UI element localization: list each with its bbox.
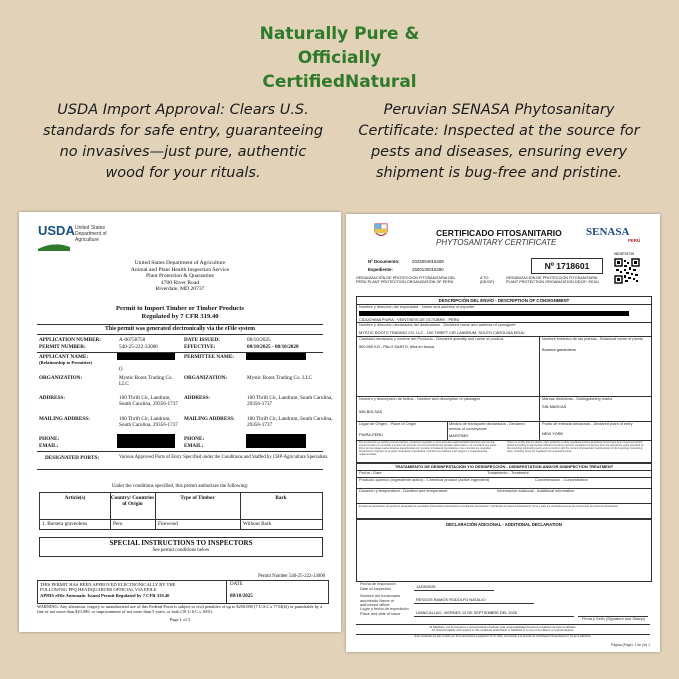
conditions-note: Under the conditions specified, this permit authorizes the following:: [111, 484, 249, 489]
expediente-label: Expediente:: [368, 267, 393, 272]
usda-permit-title: Permit to Import Timber or Timber Products Regulated by 7 CFR 319.40: [116, 305, 244, 320]
signature-text: El Sello de Aprobación del producto designado de resultados Fitosanitario Fitosanitario al certificado Fitosanitario, Certificado de sistema Fitosanitario, firma y sello los resultados que de las estructuras del sistema Fitosanitario.: [359, 505, 619, 508]
officer-value: RESGOS RAMOS RODOLFO NATALIO: [416, 597, 486, 602]
address-value: 100 Thrift Cir, Landrum, South Carolina, 29356-1737: [119, 395, 178, 407]
articles-table: [39, 492, 323, 530]
redacted-applicant: [117, 353, 175, 360]
organization-label: ORGANIZATION:: [39, 375, 83, 381]
doc-no-label: Nº Documento:: [368, 259, 400, 264]
senasa-logo: SENASA: [586, 226, 630, 238]
approval-text-1: THIS PERMIT HAS BEEN APPROVED ELECTRONICALLY BY THE: [40, 582, 176, 587]
designated-ports-label: DESIGNATED PORTS:: [45, 455, 100, 461]
phone-label: PHONE:: [39, 436, 60, 442]
row-timber: Firewood: [158, 521, 178, 527]
approval-box: [37, 580, 329, 604]
cert-number: Nº 1718601: [544, 261, 590, 271]
senasa-page-number: Página (Page): 1 de (of) 1: [610, 643, 650, 647]
row-article: 1. Bursera graveolens: [42, 521, 88, 527]
heading-line-2: Officially: [297, 48, 382, 68]
quantity-value: 500.000 KG - PALO SANTO, leña en trozos: [359, 344, 435, 349]
cert-number-box: [531, 258, 603, 274]
signature-label: Firma y Sello (Signature and Stamp): [582, 616, 645, 621]
warning-text: WARNING: Any alteration, forgery or unauthorized use of this Federal Form is subject to civil penalties of up to $250,000 (7 U.S.C.s 7734(b)) or punishable by a fine of not more than $10,000, or imprisonment of not more than 5 years, or both (18 U.S.C.s 1001): [37, 604, 323, 615]
treatment-date-label: Fecha - Date: [359, 470, 382, 475]
efile-note: This permit was generated electronically via the eFile system: [105, 326, 255, 332]
special-instructions-box: [39, 537, 323, 557]
approval-text-2: FOLLOWING PPQ HEADQUARTER OFFICIAL VIA EFILE: [40, 587, 157, 593]
senasa-caption: Peruvian SENASA Phytosanitary Certificate: Inspected at the source for pests and diseases, ensuring every shipment is bug-free and pristine.: [358, 102, 640, 181]
marks-value: SIN MARCAS: [542, 404, 567, 409]
exporter-label: Nombre y dirección del exportador - Name and address of exporter: [359, 304, 475, 309]
page-heading: [0, 22, 679, 94]
place-label: Lugar y fecha de expedición Place and date of issue: [360, 606, 409, 616]
qr-code-icon: [614, 258, 640, 284]
organization-value-2: Mystic Roots Trading Co. LLC: [247, 375, 312, 381]
redacted-contact: [117, 434, 175, 448]
origin-label: Lugar de Origen - Place of Origin: [359, 421, 417, 426]
additional-info-label: Información adicional - Additional information: [497, 488, 575, 493]
senasa-footer-electronic: Este certificado ha sido emitido por firma electrónica (Legislación Nº 27 269), conociendo a la Circular de Certificados Fitosanitarios Nº 01 de la SENASA.: [414, 635, 592, 638]
mailing-address-value-2: 100 Thrift Cir, Landrum, South Carolina, 29356-1737: [247, 416, 333, 428]
col-bark: Bark: [275, 495, 287, 501]
officer-label: Nombre del funcionario autorizado Name of authorized officer: [360, 593, 401, 608]
usda-logo-swoosh-icon: [38, 243, 70, 251]
exporter-address: CIDUCHIMA PIURA - VEINTISEIS DE OCTUBRE - PERU: [359, 317, 460, 322]
mailing-address-label-2: MAILING ADDRESS:: [184, 416, 235, 422]
effective-dates: 08/10/2025 - 08/10/2028: [247, 344, 299, 350]
doc-no: 2025054015408: [412, 259, 444, 264]
inspection-date-label: Fecha de inspección Date of inspection: [360, 581, 396, 591]
entry-value: NEW YORK: [542, 431, 564, 436]
usda-agency-block: United States Department of Agriculture Animal and Plant Health Inspection Service Plant Protection & Quarantine 4700 River Road Riverdale, MD 20737: [130, 260, 230, 293]
address-label-2: ADDRESS:: [184, 395, 210, 401]
row-country: Peru: [113, 521, 123, 527]
conveyance-label: Medios de transporte declarados - Declared means of conveyance: [449, 421, 525, 431]
cert-subtitle: PHYTOSANITARY CERTIFICATE: [436, 238, 557, 247]
consignee-label: Nombre y dirección declarados del destinatario - Declared name and address of consignee: [359, 322, 516, 327]
mailing-address-value: 100 Thrift Cir, Landrum, South Carolina, 29356-1737: [119, 416, 178, 428]
permittee-label: PERMITTEE NAME:: [184, 354, 235, 360]
peru-coat-of-arms-icon: [372, 222, 390, 240]
col-country: Country/ Countries of Origin: [110, 495, 155, 508]
chemical-label: Producto químico (ingrediente activo) - Chemical product (active ingredient): [359, 477, 490, 482]
treatment-type-label: Tratamiento - Treatment: [487, 470, 529, 475]
org-to-label: A TO (DE/OF): [480, 276, 495, 285]
effective-label: EFFECTIVE:: [184, 344, 216, 350]
date-issued-label: DATE ISSUED:: [184, 337, 220, 343]
approval-date: 08/10/2025: [230, 594, 253, 599]
origin-value: PIURA-PERU: [359, 432, 383, 437]
address-label: ADDRESS:: [39, 395, 65, 401]
expediente: 2500130016290: [412, 267, 444, 272]
consignee-value: MYSTIC ROOTS TRADING CO. LLC - 100 THRIFT CIR LANDRUM, SOUTH CAROLINA EEUU: [359, 330, 525, 335]
treatment-title: TRATAMIENTO DE DESINFESTACIÓN Y/O DESINFECCIÓN - DISINFESTATION AND/OR DISINFECTION TREATMENT: [394, 464, 614, 469]
senasa-logo-sub: PERÚ: [628, 238, 641, 243]
inspection-date: 12/09/2025: [416, 584, 436, 589]
usda-page-number: Page 1 of 5: [169, 617, 191, 622]
organization-label-2: ORGANIZATION:: [184, 375, 228, 381]
additional-declaration-section: [356, 518, 652, 582]
designated-ports-value: Various Approved Ports of Entry Specified under the Conditions and Staffed by CBP-Agriculture Specialists: [119, 455, 328, 460]
usda-dept-name: United States Department of Agriculture: [75, 225, 107, 243]
packages-value: 536 BOLSAS: [359, 409, 383, 414]
usda-caption: USDA Import Approval: Clears U.S. standards for safe entry, guaranteeing no invasives—just pure, authentic wood for your rituals.: [42, 102, 324, 181]
permit-number: 540-25-222-33006: [119, 344, 158, 350]
usda-permit-document: USDA United States Department of Agriculture United States Department of Agriculture Animal and Plant Health Inspection Service Plant Protection & Quarantine 4700 River Road Riverdale, MD 20737 Permit to Import Timber or Timber Products Regulated by 7 CFR 319.40 This permit was generated electronically via the eFile system APPLICATION NUMBER: A-00758758 DATE ISSUED: 08/10/2025 PERMIT NUMBER: 540-25-222-33006 EFFECTIVE: 08/10/2025 - 08/10/2028 APPLICANT NAME: (Relationship to Permittee) PERMITTEE NAME: () ORGANIZATION: Mystic Roots Trading Co. LLC ORGANIZATION: Mystic Roots Trading Co. LLC ADDRESS: 100 Thrift Cir, Landrum, South Carolina, 29356-1737 ADDRESS: 100 Thrift Cir, Landrum, South Carolina, 29356-1737 MAILING ADDRESS: 100 Thrift Cir, Landrum, South Carolina, 29356-1737 MAILING ADDRESS: 100 Thrift Cir, Landrum, South Carolina, 29356-1737 PHONE: EMAIL: PHONE: EMAIL: DESIGNATED PORTS: Various Approved Ports of Entry Specified under the Conditions and Staffed by CBP-Agriculture Specialists Under the conditions specified, this permit authorizes the following: Article(s) Country/ Countries of Origin Type of Timber Bark 1. Bursera graveolens Peru Firewood Without Bark SPECIAL INSTRUCTIONS TO INSPECTORS See permit conditions below Permit Number 540-25-222-33006 THIS PERMIT HAS BEEN APPROVED ELECTRONICALLY BY THE FOLLOWING PPQ HEADQUARTER OFFICIAL VIA EFILE APHIS eFile Automatic Issued Permit Regulated by 7 CFR 319.40 DATE 08/10/2025 WARNING: Any alteration, forgery or unauthorized use of this Federal Form is subject to civil penalties of up to $250,000 (7 U.S.C.s 7734(b)) or punishable by a fine of not more than $10,000, or imprisonment of not more than 5 years, or both (18 U.S.C.s 1001) Page 1 of 5: [19, 212, 341, 632]
org-to: ORGANIZACIÓN DE PROTECCIÓN FITOSANITARIA PLANT PROTECTION ORGANIZATION DE/OF: EEUU: [506, 276, 600, 285]
approval-text-3: APHIS eFile Automatic Issued Permit Regulated by 7 CFR 319.40: [40, 592, 170, 598]
consignment-title: DESCRIPCIÓN DEL ENVÍO - DESCRIPTION OF CONSIGNMENT: [438, 298, 570, 303]
applicant-label: APPLICANT NAME:: [39, 354, 89, 360]
conveyance-value: MARITIMO: [449, 433, 469, 438]
applicant-relationship-label: (Relationship to Permittee): [39, 360, 93, 365]
botanical-value: Bursera graveolens: [542, 347, 576, 352]
mailing-address-label: MAILING ADDRESS:: [39, 416, 90, 422]
concentration-label: Concentración - Concentration: [535, 477, 588, 482]
organization-value: Mystic Roots Trading Co. LLC: [119, 375, 173, 387]
quantity-label: Cantidad declarada y nombre del Producto - Declared quantity and name of product: [359, 336, 504, 341]
packages-label: Número y descripción de bultos - Number and description of packages: [359, 396, 481, 401]
phone-label-2: PHONE:: [184, 436, 205, 442]
entry-label: Punto de entrada declarado - Declared point of entry: [542, 421, 633, 426]
special-instructions-title: SPECIAL INSTRUCTIONS TO INSPECTORS: [109, 539, 253, 547]
col-timber: Type of Timber: [180, 495, 215, 501]
heading-line-3: CertifiedNatural: [262, 72, 417, 92]
usda-logo: USDA: [38, 224, 70, 246]
senasa-footer: El SENASA, sus funcionarios o representantes declinan toda responsabilidad financiera resultante de este Certificado. No financial liability with respect to this certificate shall attach to SENASA or to any of its officers or representatives.: [429, 625, 577, 633]
botanical-label: Nombre botánico de las plantas - Botanical name of plants: [542, 336, 643, 341]
redacted-exporter: [359, 311, 629, 316]
redacted-contact-2: [246, 434, 306, 448]
row-bark: Without Bark: [243, 521, 272, 527]
additional-declaration-title: DECLARACIÓN ADICIONAL - ADDITIONAL DECLARATION: [446, 522, 562, 527]
senasa-certificate-document: [346, 214, 660, 652]
permit-number-label: PERMIT NUMBER:: [39, 344, 86, 350]
marks-label: Marcas distintivas - Distinguishing marks: [542, 396, 613, 401]
duration-label: Duración y temperatura - Duration and temperature: [359, 488, 448, 493]
place-value: LIMA/CALLAO, VIERNES 12 DE SEPTIEMBRE DEL 2025: [416, 610, 518, 615]
date-issued: 08/10/2025: [247, 337, 271, 343]
address-value-2: 100 Thrift Cir, Landrum, South Carolina, 29356-1737: [247, 395, 333, 407]
treatment-section: [356, 462, 652, 520]
approval-date-label: DATE: [230, 582, 243, 587]
col-article: Article(s): [64, 495, 86, 501]
org-from: ORGANIZACIÓN DE PROTECCIÓN FITOSANITARIA DEL PERÚ PLANT PROTECTION ORGANIZATION OF PERÚ: [356, 276, 456, 285]
email-label: EMAIL:: [39, 443, 59, 449]
certification-text-en: This is to certify that the plants, plant products or other regulated articles described herein have been inspected and/or tested according to appropriate official procedures and are considered to be free from the quarantine pests specified by the importing contracting party and to conform with the current phytosanitary requirements of the importing contracting party, including those for regulated non-quarantine pests.: [507, 441, 644, 453]
email-label-2: EMAIL:: [184, 443, 204, 449]
application-number: A-00758758: [119, 337, 146, 343]
heading-line-1: Naturally Pure &: [259, 24, 420, 44]
application-number-label: APPLICATION NUMBER:: [39, 337, 102, 343]
redacted-permittee: [246, 353, 306, 360]
special-instructions-sub: See permit conditions below: [152, 548, 210, 553]
consignment-section: [356, 296, 652, 464]
certification-text-es: Por la presente se certifica que las plantas, productos vegetales u otros artículos reglamentados descritos aquí se han inspeccionado y/o sometido a ensayo de acuerdo con los procedimientos oficiales adecuados y se considera que están libres de las plagas cuarentenarias especificadas por la parte contratante importadora y que cumplen los requisitos fitosanitarios vigentes de la parte contratante importadora, incluidos los relativos a las plagas no cuarentenarias reglamentadas.: [359, 441, 497, 456]
qr-code-id: 5BD8F35738: [614, 252, 634, 256]
cert-title: CERTIFICADO FITOSANITARIO: [436, 228, 562, 238]
footer-permit-number: Permit Number 540-25-222-33006: [258, 574, 325, 579]
